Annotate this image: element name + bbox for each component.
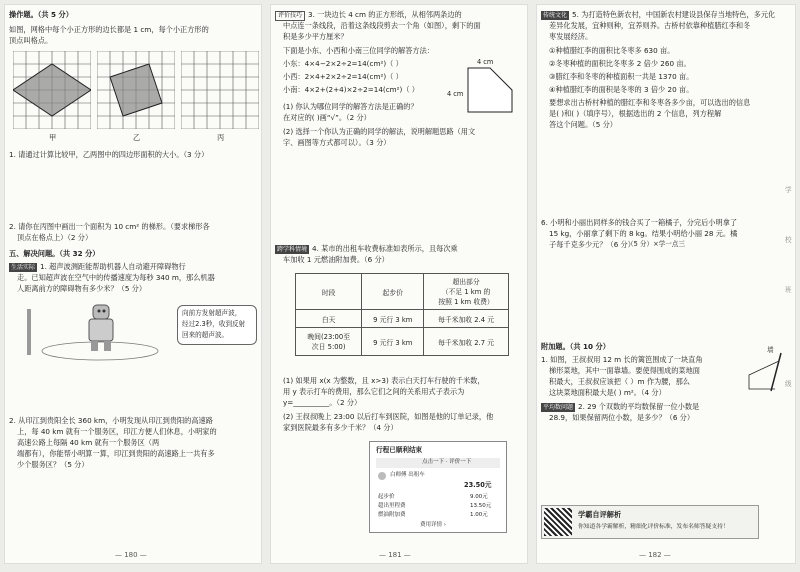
question-5-1: 生活实际 1. 超声波测距能帮助机器人自动避开障碍物行 xyxy=(11,262,186,271)
question-6: 子每千克多少元？（6 分） xyxy=(549,240,635,249)
dimension-left: 4 cm xyxy=(447,90,464,98)
receipt-total: 23.50元 xyxy=(464,481,492,489)
extra-2: 平均数问题 2. 29 个双数的平均数保留一位小数是 xyxy=(543,402,700,411)
question-3-sub1: (1) 你认为哪位同学的解答方法是正确的？ xyxy=(283,102,418,111)
margin-label: 学 xyxy=(785,186,792,194)
extra-1: 1. 如图，王叔叔用 12 m 长的篱笆围成了一块直角 xyxy=(541,355,703,364)
question-5: 答这个问题。（5 分） xyxy=(549,120,617,129)
receipt-driver: 白师傅 出租车 xyxy=(390,472,425,478)
speech-bubble: 向前方发射超声波， 经过2.3秒，收到反射 回来的超声波。 xyxy=(177,305,257,345)
tag-cross: 跨学科情境 xyxy=(277,246,308,253)
intro-line: 如图，网格中每个小正方形的边长都是 1 cm，每个小正方形的 xyxy=(9,25,209,34)
table-cell: 9 元行 3 km xyxy=(362,310,424,328)
intro-line: 顶点叫格点。 xyxy=(9,36,53,45)
cut-square-figure xyxy=(467,67,513,113)
table-header: 时段 xyxy=(296,274,362,310)
page-number: — 181 — xyxy=(379,551,411,559)
question-4-sub1: (1) 如果用 x(x 为整数，且 x>3) 表示白天打车行驶的千米数， xyxy=(283,376,485,385)
question-2: 顶点在格点上）（2 分） xyxy=(17,233,93,242)
question-6: 6. 小明和小丽出同样多的钱合买了一箱橘子，分完后小明拿了 xyxy=(541,218,738,227)
question-4-sub2: (2) 王叔叔晚上 23:00 以后打车到医院，如图是他的订单记录，他 xyxy=(283,412,494,421)
extra-title: 附加题。（共 10 分） xyxy=(541,342,610,351)
extra-2: 28.9，如果保留两位小数，是多少？（6 分） xyxy=(549,413,695,422)
grid-label-jia: 甲 xyxy=(49,133,57,142)
question-3: 评价技巧 3. 一块边长 4 cm 的正方形纸，从相邻两条边的 xyxy=(275,9,462,21)
tag-average: 平均数问题 xyxy=(543,404,574,411)
question-1: 1. 请通过计算比较甲，乙两图中的四边形面积的大小。（3 分） xyxy=(9,150,209,159)
tag-culture: 传统文化 xyxy=(543,12,568,19)
info-2: ②冬枣种植的面积比冬枣多 2 倍少 260 亩。 xyxy=(549,59,691,68)
section-title-solve: 五、解决问题。（共 32 分） xyxy=(9,249,100,258)
table-cell: 9 元行 3 km xyxy=(362,328,424,356)
question-3-sub1: 在对应的( )画“√”。（2 分） xyxy=(283,113,371,122)
robot-illustration xyxy=(15,299,165,361)
table-cell: 晚间(23:00至 次日 5:00) xyxy=(296,328,362,356)
grid-jia xyxy=(13,51,91,129)
solution-xiaodong: 小东：4×4−2×2÷2=14(cm²)（ ） xyxy=(283,59,403,68)
info-3: ③腊红李和冬枣的种植面积一共是 1370 亩。 xyxy=(549,72,694,81)
grid-yi xyxy=(97,51,175,129)
question-5-2: 少个服务区？（5 分） xyxy=(17,460,89,469)
question-5: 枣发展经济。 xyxy=(549,32,593,41)
question-3: 下面是小东、小西和小南三位同学的解答方法： xyxy=(283,46,434,55)
question-5: 是( )和( )（填序号），根据选出的 2 个信息，列方程解 xyxy=(549,109,722,118)
question-5-1: 人距离前方的障碍物有多少米？（5 分） xyxy=(17,284,147,293)
extra-1: 这块菜地面积最大是( ) m²。（4 分） xyxy=(549,388,666,397)
margin-label: 班 xyxy=(785,286,792,294)
wall-label: 墙 xyxy=(767,346,774,354)
ride-receipt: 行程已顺利结束 点击一下 · 评价一下 白师傅 出租车 23.50元 起步价 9.00元 超出里程费 13.50元 燃油附加费 1.00元 费用详情 › xyxy=(369,441,507,533)
qr-banner[interactable] xyxy=(541,505,759,539)
question-3: 积是多少平方厘米？ xyxy=(283,32,348,41)
question-4-sub1: 用 y 表示打车的费用，那么它们之间的关系用式子表示为 xyxy=(283,387,465,396)
question-6-note: （5 分）×学一点三 xyxy=(627,240,685,248)
page-182 xyxy=(536,4,796,564)
info-1: ①种植腊红李的面积比冬枣多 630 亩。 xyxy=(549,46,675,55)
receipt-title: 行程已顺利结束 xyxy=(376,446,423,454)
question-5-1: 走。已知超声波在空气中的传播速度为每秒 340 m，那么机器 xyxy=(17,273,215,282)
table-header: 起步价 xyxy=(362,274,424,310)
extra-1: 积最大，王叔叔应该把（ ）m 作为腰，那么 xyxy=(549,377,690,386)
question-2: 2. 请你在丙图中画出一个面积为 10 cm² 的梯形。（要求梯形各 xyxy=(9,222,210,231)
tag-life: 生活实际 xyxy=(11,264,36,271)
question-5-2: 2. 从印江到贵阳全长 360 km，小明发现从印江到贵阳的高速路 xyxy=(9,416,213,425)
grid-label-yi: 乙 xyxy=(133,133,141,142)
table-cell: 每千米加收 2.7 元 xyxy=(424,328,509,356)
page-number: — 180 — xyxy=(115,551,147,559)
question-4: 跨学科情境 4. 某市的出租车收费标准如表所示，且每次乘 xyxy=(277,244,458,253)
qr-subtitle: 你知道各学霸解析，精细化评价标准，发布名师答疑支持！ xyxy=(578,524,729,530)
tag-eval: 评价技巧 xyxy=(275,11,305,21)
driver-avatar xyxy=(378,472,386,480)
receipt-detail-link[interactable]: 费用详情 › xyxy=(420,522,446,528)
question-5: 传统文化 5. 为打造特色新农村，中国新农村建设县保存当地特色，多元化 xyxy=(543,10,776,19)
qr-code-icon[interactable] xyxy=(544,508,572,536)
question-3: 中点连一条线段，沿着这条线段剪去一个角（如图），剩下的面 xyxy=(283,21,481,30)
page-number: — 182 — xyxy=(639,551,671,559)
margin-label: 校 xyxy=(785,236,792,244)
page-180 xyxy=(4,4,262,564)
dimension-top: 4 cm xyxy=(477,58,494,66)
question-4-sub1: y=__________。（2 分） xyxy=(283,398,362,407)
receipt-sub: 点击一下 · 评价一下 xyxy=(422,459,472,465)
question-5-2: 端都有），你能帮小明算一算，印江到贵阳的高速路上一共有多 xyxy=(17,449,215,458)
question-6: 15 kg，小丽拿了剩下的 8 kg。结果小明给小丽 28 元。橘 xyxy=(549,229,738,238)
page-181 xyxy=(270,4,528,564)
solution-xiaoxi: 小西：2×4+2×2÷2=14(cm²)（ ） xyxy=(283,72,403,81)
margin-label: 级 xyxy=(785,380,792,388)
section-title-operation: 操作题。（共 5 分） xyxy=(9,10,73,19)
solution-xiaonan: 小南：4×2+(2+4)×2÷2=14(cm²)（ ） xyxy=(283,85,419,94)
qr-title: 学霸自评解析 xyxy=(578,510,622,519)
table-cell: 每千米加收 2.4 元 xyxy=(424,310,509,328)
table-header: 超出部分 （不足 1 km 的 按照 1 km 收费） xyxy=(424,274,509,310)
question-5-2: 上，每 40 km 就有一个服务区，印江方便人们休息，小明家的 xyxy=(17,427,217,436)
question-4: 车加收 1 元燃油附加费。（6 分） xyxy=(283,255,389,264)
fare-table xyxy=(295,273,509,356)
question-5: 差异化发展，宜种则种，宜养则养。古桥村依靠种植腊红李和冬 xyxy=(549,21,751,30)
grid-label-bing: 丙 xyxy=(217,133,225,142)
question-5: 要想求出古桥村种植的腊红李和冬枣各多少亩，可以选出的信息 xyxy=(549,98,751,107)
question-3-sub2: (2) 选择一个你认为正确的同学的解法，说明解题思路（用文 xyxy=(283,127,476,136)
question-3-sub2: 字、画图等方式都可以）。（3 分） xyxy=(283,138,391,147)
grid-bing xyxy=(181,51,259,129)
table-cell: 白天 xyxy=(296,310,362,328)
info-4: ④种植腊红李的面积是冬枣的 3 倍少 20 亩。 xyxy=(549,85,694,94)
extra-1: 梯形菜地，其中一面靠墙。要使得围成的菜地面 xyxy=(549,366,700,375)
trapezoid-figure xyxy=(741,351,787,393)
question-4-sub2: 家到医院最多有多少千米？（4 分） xyxy=(283,423,398,432)
question-5-2: 高速公路上每隔 40 km 就有一个服务区（两 xyxy=(17,438,160,447)
